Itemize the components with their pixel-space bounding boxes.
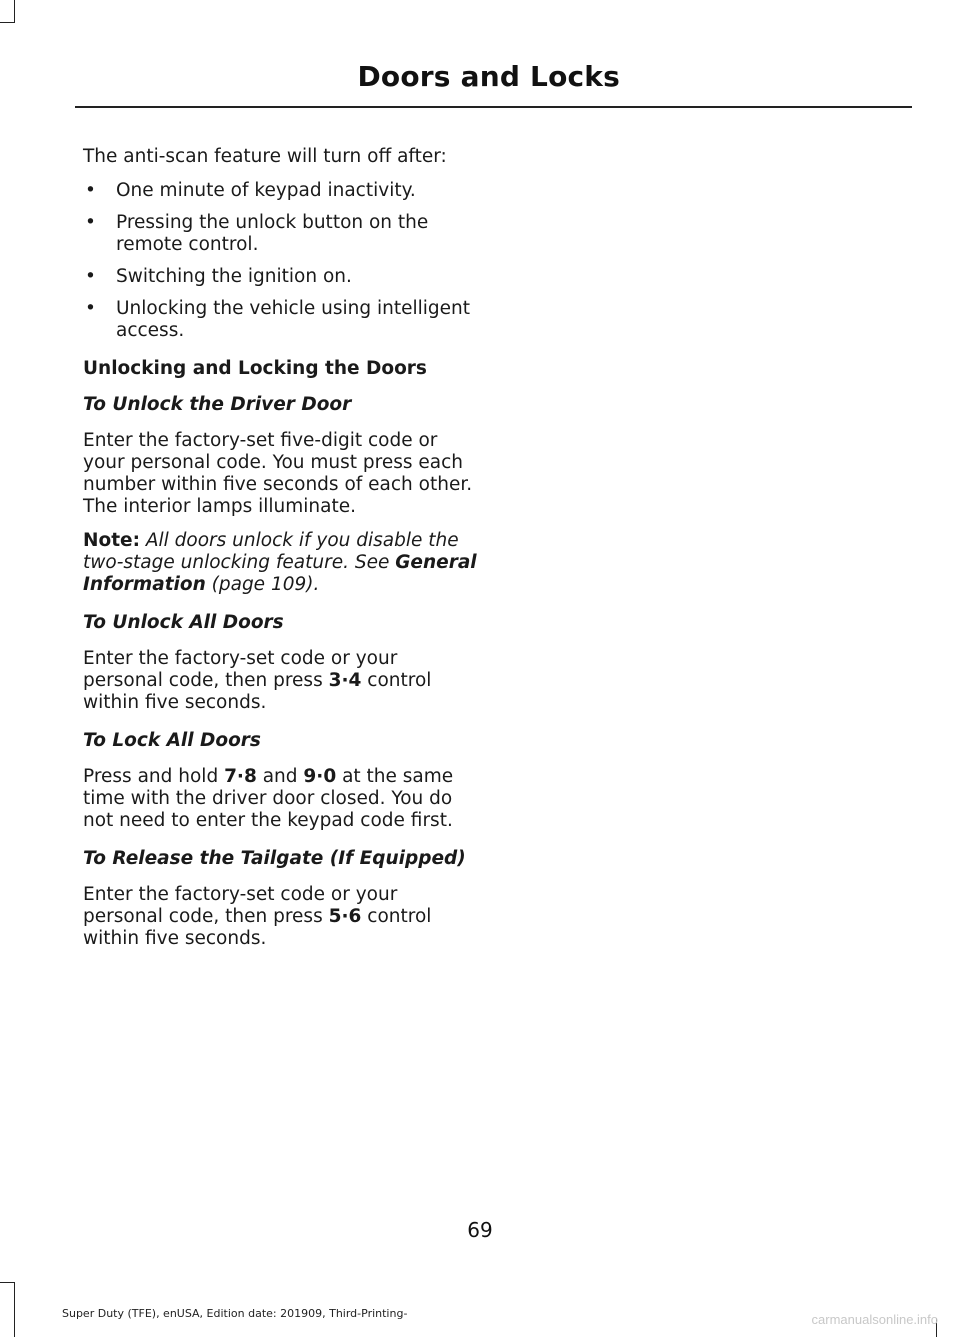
main-content [83, 146, 483, 962]
text-segment: at the same time with the driver door closed. You do not need to enter the keypad code first. [83, 766, 454, 831]
list-item [83, 266, 483, 288]
paragraph-release-tailgate [83, 884, 483, 950]
crop-mark-bottom-left-v [14, 1282, 15, 1337]
list-item-text: Switching the ignition on. [116, 266, 352, 287]
text-segment: Enter the factory-set code or your personal code, then press [83, 648, 398, 691]
heading-unlock-driver-door: To Unlock the Driver Door [83, 394, 352, 415]
note-paragraph [83, 530, 483, 596]
keypad-key-label: 9·0 [303, 766, 337, 787]
text-segment: Press and hold [83, 766, 225, 787]
text-segment: control within five seconds. [83, 906, 432, 949]
page-number: 69 [467, 1218, 493, 1242]
paragraph-unlock-all-doors [83, 648, 483, 714]
page-reference: (page 109). [205, 574, 320, 595]
edition-footer: Super Duty (TFE), enUSA, Edition date: 201909, Third-Printing- [62, 1307, 408, 1320]
text-segment: and [256, 766, 304, 787]
crop-mark-top-left-v [14, 0, 15, 22]
heading-lock-all-doors: To Lock All Doors [83, 730, 261, 751]
keypad-key-label: 3·4 [328, 670, 362, 691]
crop-mark-bottom-left-h [0, 1282, 15, 1283]
heading-release-tailgate: To Release the Tailgate (If Equipped) [83, 848, 466, 869]
section-heading: Unlocking and Locking the Doors [83, 358, 427, 379]
paragraph-unlock-driver-door: Enter the factory-set five-digit code or your personal code. You must press each number within five seconds of each other. The interior lamps illuminate. [83, 430, 473, 517]
bullet-icon: • [85, 180, 96, 201]
intro-text: The anti-scan feature will turn off after: [83, 146, 447, 167]
list-item [83, 180, 483, 202]
bullet-icon: • [85, 298, 96, 319]
crop-mark-top-left-h [0, 22, 15, 23]
list-item [83, 212, 483, 256]
bullet-icon: • [85, 212, 96, 233]
cross-reference-link[interactable]: General Information [83, 552, 477, 595]
list-item-text: Unlocking the vehicle using intelligent access. [116, 298, 470, 341]
watermark-text: carmanualsonline.info [811, 1312, 938, 1327]
page-title: Doors and Locks [357, 60, 620, 93]
note-text: All doors unlock if you disable the two-stage unlocking feature. See [83, 530, 459, 573]
header-divider [75, 106, 912, 108]
list-item [83, 298, 483, 342]
keypad-key-label: 7·8 [224, 766, 257, 787]
bullet-list [83, 180, 483, 342]
note-label: Note: [83, 530, 140, 551]
keypad-key-label: 5·6 [328, 906, 362, 927]
list-item-text: Pressing the unlock button on the remote control. [116, 212, 429, 255]
paragraph-lock-all-doors [83, 766, 483, 832]
list-item-text: One minute of keypad inactivity. [116, 180, 416, 201]
text-segment: Enter the factory-set code or your personal code, then press [83, 884, 398, 927]
heading-unlock-all-doors: To Unlock All Doors [83, 612, 284, 633]
text-segment: control within five seconds. [83, 670, 432, 713]
bullet-icon: • [85, 266, 96, 287]
